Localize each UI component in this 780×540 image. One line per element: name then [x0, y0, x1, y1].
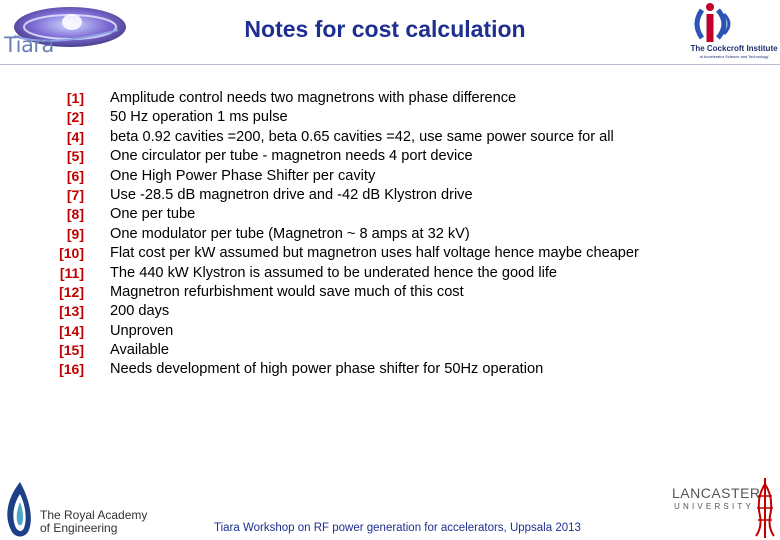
- note-ref: [11]: [59, 264, 84, 281]
- note-text: 200 days: [110, 303, 170, 320]
- tiara-wordmark: Tiara: [4, 33, 54, 57]
- lancaster-name: LANCASTER: [672, 485, 761, 501]
- header-divider: [0, 64, 780, 65]
- note-text: One modulator per tube (Magnetron ~ 8 amps at 32 kV): [110, 225, 470, 242]
- cockcroft-mark-icon: [690, 0, 780, 44]
- note-text: Needs development of high power phase shifter for 50Hz operation: [110, 361, 544, 378]
- note-text: Use -28.5 dB magnetron drive and -42 dB Klystron drive: [110, 186, 473, 203]
- note-ref: [5]: [66, 148, 84, 165]
- note-text: One circulator per tube - magnetron needs 4 port device: [110, 148, 473, 165]
- note-ref: [13]: [59, 303, 84, 320]
- cockcroft-name: The Cockcroft Institute: [690, 44, 778, 53]
- lancaster-subtitle: UNIVERSITY: [674, 502, 755, 511]
- note-text: Amplitude control needs two magnetrons with phase difference: [110, 90, 517, 106]
- note-ref: [16]: [59, 361, 84, 378]
- note-text: Flat cost per kW assumed but magnetron uses half voltage hence maybe cheaper: [110, 245, 639, 262]
- cockcroft-subtitle: of Accelerator Science and Technology: [699, 54, 769, 59]
- lancaster-crest-icon: [752, 476, 778, 540]
- note-ref: [10]: [59, 245, 84, 262]
- note-ref: [6]: [66, 167, 84, 184]
- note-ref: [4]: [66, 128, 84, 145]
- note-ref: [9]: [66, 225, 84, 242]
- note-text: 50 Hz operation 1 ms pulse: [110, 109, 288, 126]
- royal-academy-line2: of Engineering: [40, 521, 118, 535]
- lancaster-logo: [668, 476, 780, 540]
- note-text: One High Power Phase Shifter per cavity: [110, 167, 376, 184]
- note-ref: [14]: [59, 322, 84, 339]
- note-ref: [8]: [66, 206, 84, 223]
- note-text: One per tube: [110, 206, 196, 223]
- note-ref: [1]: [66, 90, 84, 106]
- note-text: Magnetron refurbishment would save much of this cost: [110, 283, 464, 300]
- cockcroft-logo: [690, 0, 780, 64]
- note-ref: [2]: [66, 109, 84, 126]
- note-ref: [7]: [66, 186, 84, 203]
- note-ref: [12]: [59, 283, 84, 300]
- slide-title: Notes for cost calculation: [244, 16, 526, 42]
- note-ref: [15]: [59, 342, 84, 359]
- note-text: beta 0.92 cavities =200, beta 0.65 cavities =42, use same power source for all: [110, 128, 614, 145]
- note-text: Unproven: [110, 322, 174, 339]
- note-text: The 440 kW Klystron is assumed to be underated hence the good life: [110, 264, 557, 281]
- slide-footer: Tiara Workshop on RF power generation for accelerators, Uppsala 2013: [214, 522, 581, 534]
- royal-academy-logo: [0, 478, 148, 540]
- tiara-logo: [0, 0, 140, 62]
- royal-academy-line1: The Royal Academy: [40, 508, 148, 522]
- note-text: Available: [110, 342, 169, 359]
- royal-academy-flame-icon: [0, 478, 40, 540]
